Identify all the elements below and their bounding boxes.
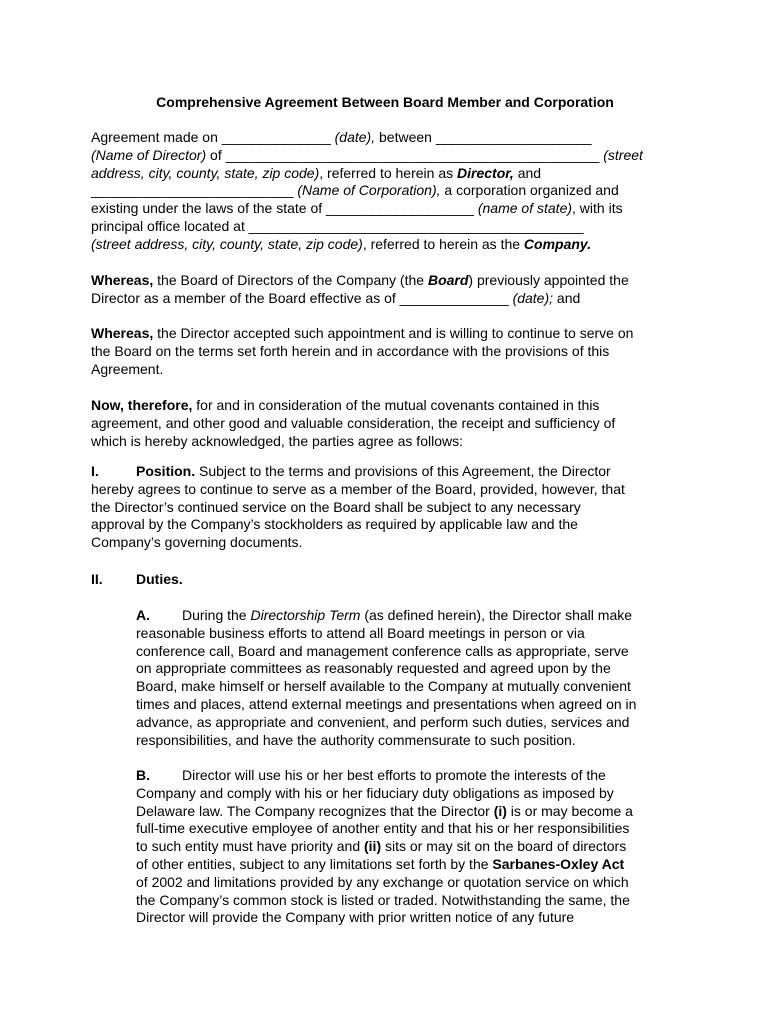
paragraph-text: of other entities, subject to any limitations set forth by the (136, 855, 493, 872)
whereas-label: Whereas, (91, 272, 154, 288)
directorship-term: Directorship Term (250, 607, 361, 623)
paragraph-text: sits or may sit on the board of directors (381, 838, 627, 855)
section-heading: Position. (136, 463, 196, 479)
section-heading: Duties. (136, 571, 183, 587)
paragraph-text: the Company’s common stock is listed or traded. Notwithstanding the same, the (136, 891, 630, 908)
paragraph-text: to such entity must have priority and (136, 838, 364, 855)
address-placeholder: (street address, city, county, state, zip code) (91, 235, 363, 252)
intro-text: __________________________ (91, 182, 298, 199)
paragraph-text: Company’s governing documents. (91, 534, 303, 551)
paragraph-text: ) previously appointed the (468, 272, 629, 288)
intro-text: , referred to herein as (319, 164, 458, 181)
paragraph-text: Delaware law. The Company recognizes that the Director (136, 802, 494, 819)
intro-text: a corporation organized and (440, 182, 619, 199)
address-placeholder: address, city, county, state, zip code) (91, 164, 320, 181)
paragraph-text: Director will provide the Company with prior written notice of any future (136, 909, 575, 926)
paragraph-text: Company and comply with his or her fiduciary duty obligations as imposed by (136, 784, 614, 801)
paragraph-text: the Board of Directors of the Company (the (153, 272, 428, 288)
subsection-number: B. (136, 767, 150, 783)
paragraph-text: Board, make himself or herself available to the Company at mutually convenient (136, 678, 631, 695)
paragraph-text: During the (182, 607, 251, 623)
paragraph-text: Agreement. (91, 360, 164, 377)
date-placeholder: (date); (512, 289, 554, 306)
date-placeholder: (date), (334, 129, 376, 145)
paragraph-text: is or may become a (506, 802, 633, 819)
paragraph-text: agreement, and other good and valuable consideration, the receipt and sufficiency of (91, 414, 616, 431)
section-duties (91, 571, 691, 589)
paragraph-text: approval by the Company’s stockholders as required by applicable law and the (91, 516, 578, 533)
address-placeholder: (street (603, 146, 643, 163)
paragraph-text: which is hereby acknowledged, the parties agree as follows: (91, 432, 463, 449)
intro-text: and (513, 164, 542, 181)
intro-text: , with its (572, 200, 623, 217)
section-position (91, 463, 691, 552)
paragraph-text: full-time executive employee of another entity and that his or her responsibilities (136, 820, 630, 837)
intro-text: of ________________________________________________ (206, 146, 604, 163)
whereas-label: Whereas, (91, 325, 154, 341)
subsection-a (136, 607, 696, 749)
list-marker: (i) (493, 802, 507, 819)
paragraph-text: times and places, attend external meetings and presentations when agreed on in (136, 695, 637, 712)
paragraph-text: responsibilities, and have the authority commensurate to such position. (136, 731, 576, 748)
paragraph-text: advance, as appropriate and convenient, and perform such duties, services and (136, 713, 630, 730)
director-defined-term: Director, (457, 164, 514, 181)
list-marker: (ii) (364, 838, 382, 855)
corporation-name-placeholder: (Name of Corporation), (297, 182, 441, 199)
whereas-paragraph-2 (91, 325, 691, 378)
paragraph-text: Director will use his or her best efforts to promote the interests of the (182, 767, 606, 783)
subsection-b (136, 767, 696, 927)
subsection-number: A. (136, 607, 150, 623)
paragraph-text: on appropriate committees as reasonably requested and agreed upon by the (136, 660, 611, 677)
intro-text: Agreement made on ______________ (91, 129, 335, 145)
page-title: Comprehensive Agreement Between Board Member and Corporation (156, 94, 614, 110)
paragraph-text: Director as a member of the Board effective as of ______________ (91, 289, 513, 306)
paragraph-text: for and in consideration of the mutual covenants contained in this (192, 397, 600, 413)
paragraph-text: the Director accepted such appointment and is willing to continue to serve on (153, 325, 634, 341)
section-number: I. (91, 463, 99, 479)
now-therefore-paragraph (91, 397, 691, 450)
state-placeholder: (name of state) (477, 200, 573, 217)
paragraph-text: Subject to the terms and provisions of this Agreement, the Director (195, 463, 611, 479)
intro-text: , referred to herein as the (362, 235, 524, 252)
intro-paragraph (91, 129, 691, 254)
paragraph-text: the Board on the terms set forth herein and in accordance with the provisions of this (91, 342, 610, 359)
intro-text: existing under the laws of the state of ___________________ (91, 200, 478, 217)
paragraph-text: of 2002 and limitations provided by any exchange or quotation service on which (136, 873, 629, 890)
paragraph-text: conference call, Board and management conference calls as appropriate, serve (136, 642, 629, 659)
paragraph-text: and (553, 289, 581, 306)
intro-text: between ____________________ (375, 129, 592, 145)
now-therefore-label: Now, therefore, (91, 397, 193, 413)
paragraph-text: (as defined herein), the Director shall make (360, 607, 633, 623)
director-name-placeholder: (Name of Director) (91, 146, 207, 163)
sarbanes-oxley-reference: Sarbanes-Oxley Act (492, 855, 625, 872)
whereas-paragraph-1 (91, 272, 691, 308)
board-defined-term: Board (427, 272, 469, 288)
paragraph-text: hereby agrees to continue to serve as a member of the Board, provided, however, that (91, 480, 625, 497)
intro-text: principal office located at ___________________________________________ (91, 217, 584, 234)
section-number: II. (91, 571, 103, 587)
paragraph-text: reasonable business efforts to attend all Board meetings in person or via (136, 624, 585, 641)
paragraph-text: the Director’s continued service on the Board shall be subject to any necessary (91, 498, 581, 515)
company-defined-term: Company. (523, 235, 592, 252)
